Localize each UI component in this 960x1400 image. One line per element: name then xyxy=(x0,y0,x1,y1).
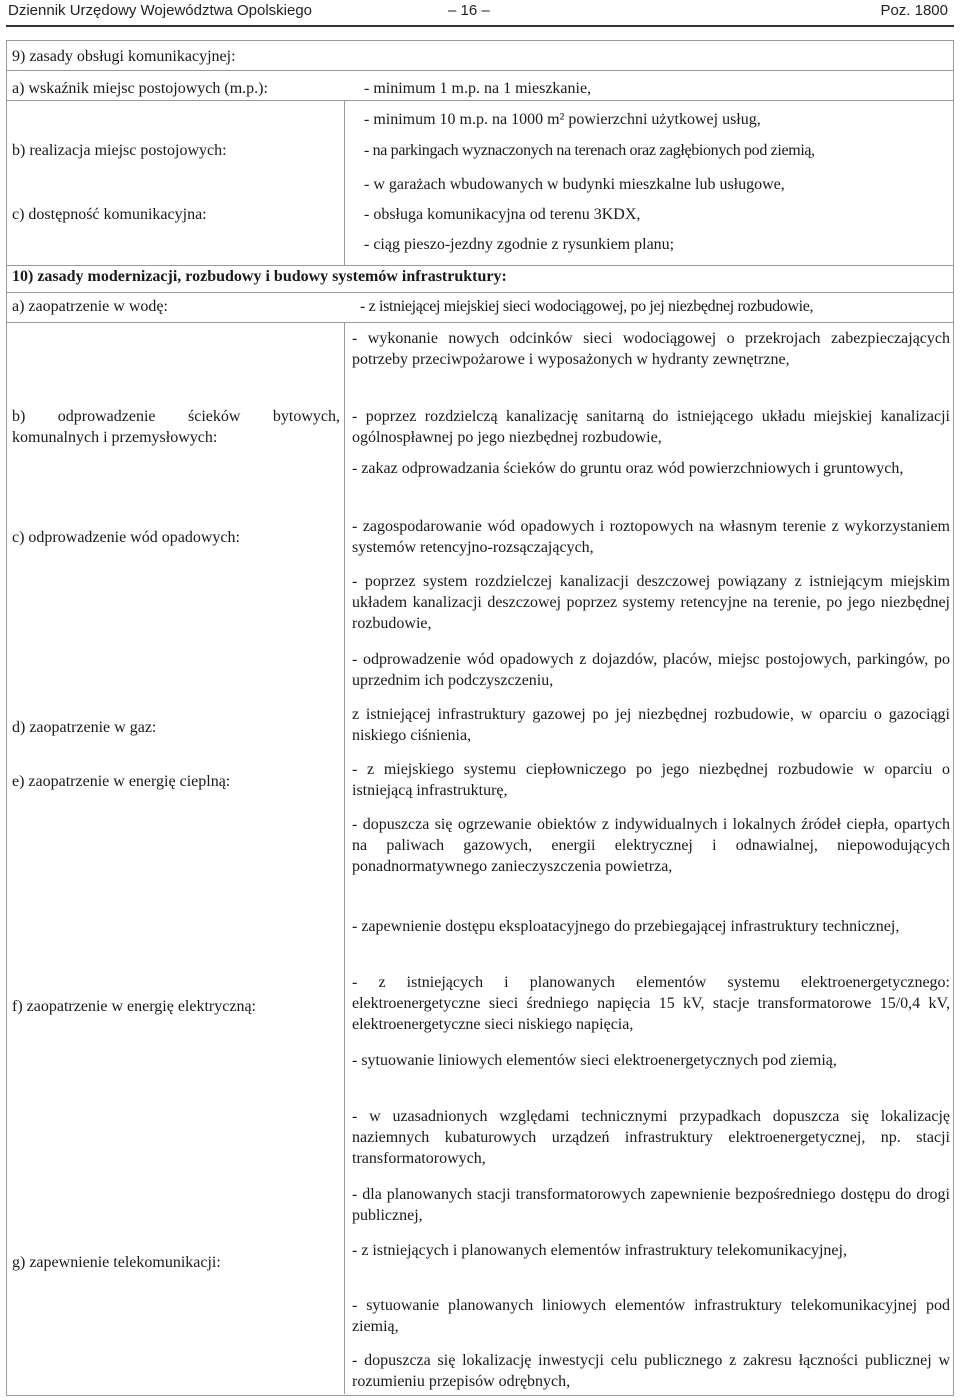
s10-f-value: - dla planowanych stacji transformatorowych zapewnienie bezpośredniego dostępu do drogi publicznej, xyxy=(352,1186,950,1224)
s10-f-value: - sytuowanie liniowych elementów sieci elektroenergetycznych pod ziemią, xyxy=(352,1052,837,1069)
s10-g-value: - dopuszcza się lokalizację inwestycji celu publicznego z zakresu łączności publicznej w rozumieniu przepisów odrębnych, xyxy=(352,1352,950,1390)
s10-e-value: - dopuszcza się ogrzewanie obiektów z indywidualnych i lokalnych źródeł ciepła, opartych na paliwach gazowych, energii elektrycznej i odnawialnej, niepowodujących ponadnormatywnego zanieczyszczenia powietrza, xyxy=(352,816,950,875)
s10-a-value: - wykonanie nowych odcinków sieci wodociągowej o przekrojach zabezpieczających potrzeby przeciwpożarowe i wyposażonych w hydranty zewnętrzne, xyxy=(352,330,950,368)
journal-title: Dziennik Urzędowy Województwa Opolskiego xyxy=(8,2,313,19)
row-divider xyxy=(6,292,954,293)
page-number: – 16 – xyxy=(448,2,490,19)
position-number: Poz. 1800 xyxy=(880,2,948,19)
row-divider xyxy=(6,322,954,323)
s10-e-value: - zapewnienie dostępu eksploatacyjnego do przebiegającej infrastruktury technicznej, xyxy=(352,918,900,935)
s9-b-value: - w garażach wbudowanych w budynki mieszkalne lub usługowe, xyxy=(364,176,785,193)
s10-g-value: - z istniejących i planowanych elementów infrastruktury telekomunikacyjnej, xyxy=(352,1242,847,1259)
s10-d-label: d) zaopatrzenie w gaz: xyxy=(12,719,157,736)
s10-e-label: e) zaopatrzenie w energię cieplną: xyxy=(12,773,231,790)
section-10-title: 10) zasady modernizacji, rozbudowy i budowy systemów infrastruktury: xyxy=(12,268,507,285)
s10-b-label: b) odprowadzenie ścieków bytowych, komunalnych i przemysłowych: xyxy=(12,408,340,446)
s10-a-value: - z istniejącej miejskiej sieci wodociągowej, po jej niezbędnej rozbudowie, xyxy=(360,298,814,315)
s9-c-label: c) dostępność komunikacyjna: xyxy=(12,206,207,223)
regulation-table xyxy=(6,40,954,1396)
s10-f-label: f) zaopatrzenie w energię elektryczną: xyxy=(12,998,256,1015)
s9-a-value: - minimum 1 m.p. na 1 mieszkanie, xyxy=(364,80,592,97)
s10-g-label: g) zapewnienie telekomunikacji: xyxy=(12,1254,221,1271)
section-9-title: 9) zasady obsługi komunikacyjnej: xyxy=(12,48,236,65)
s9-b-value: - na parkingach wyznaczonych na terenach oraz zagłębionych pod ziemią, xyxy=(364,142,815,159)
s10-g-value: - sytuowanie planowanych liniowych elementów infrastruktury telekomunikacyjnej pod ziemią, xyxy=(352,1297,950,1335)
s9-c-value: - obsługa komunikacyjna od terenu 3KDX, xyxy=(364,206,641,223)
s9-c-value: - ciąg pieszo-jezdny zgodnie z rysunkiem planu; xyxy=(364,236,675,253)
s10-d-value: z istniejącej infrastruktury gazowej po jej niezbędnej rozbudowie, w oparciu o gazociągi niskiego ciśnienia, xyxy=(352,706,950,744)
s9-a-label: a) wskaźnik miejsc postojowych (m.p.): xyxy=(12,80,268,97)
s9-b-label: b) realizacja miejsc postojowych: xyxy=(12,142,227,159)
row-divider xyxy=(6,100,954,101)
column-divider xyxy=(344,100,345,265)
s10-c-value: - poprzez system rozdzielczej kanalizacji deszczowej powiązany z istniejącym miejskim układem kanalizacji deszczowej poprzez systemy retencyjne na terenie, po jego niezbędnej rozbudowie, xyxy=(352,573,950,632)
s9-a-value: - minimum 10 m.p. na 1000 m² powierzchni użytkowej usług, xyxy=(364,111,761,128)
s10-c-label: c) odprowadzenie wód opadowych: xyxy=(12,529,240,546)
s10-b-value: - poprzez rozdzielczą kanalizację sanitarną do istniejącego układu miejskiej kanalizacji ogólnospławnej po jego niezbędnej rozbudowie, xyxy=(352,408,950,446)
s10-e-value: - z miejskiego systemu ciepłowniczego po jego niezbędnej rozbudowie w oparciu o istniejącą infrastrukturę, xyxy=(352,761,950,799)
s10-b-value: - zakaz odprowadzania ścieków do gruntu oraz wód powierzchniowych i gruntowych, xyxy=(352,460,904,477)
s10-c-value: - zagospodarowanie wód opadowych i roztopowych na własnym terenie z wykorzystaniem systemów retencyjno-rozsączających, xyxy=(352,518,950,556)
s10-f-value: - z istniejących i planowanych elementów systemu elektroenergetycznego: elektroenergetyczne sieci średniego napięcia 15 kV, stacje transformatorowe 15/0,4 kV, elektroenergetyczne sieci niskiego napięcia, xyxy=(352,974,950,1033)
s10-c-value: - odprowadzenie wód opadowych z dojazdów, placów, miejsc postojowych, parkingów, po uprzednim ich podczyszczeniu, xyxy=(352,651,950,689)
column-divider xyxy=(344,322,345,1394)
s10-a-label: a) zaopatrzenie w wodę: xyxy=(12,298,168,315)
s10-f-value: - w uzasadnionych względami technicznymi przypadkach dopuszcza się lokalizację naziemnych kubaturowych urządzeń infrastruktury elektroenergetycznej, np. stacji transformatorowych, xyxy=(352,1108,950,1167)
row-divider xyxy=(6,70,954,71)
page-header xyxy=(8,0,952,26)
header-rule xyxy=(6,25,954,27)
